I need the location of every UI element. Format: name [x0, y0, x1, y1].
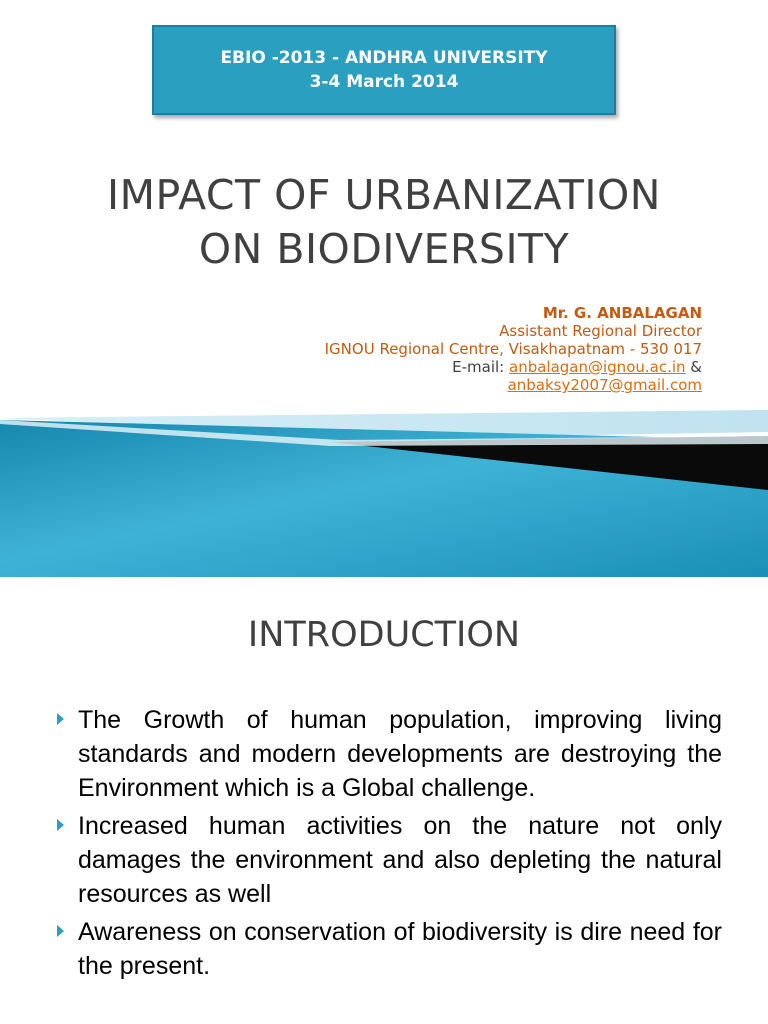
email-label: E-mail:: [452, 358, 509, 376]
introduction-slide: [0, 577, 768, 1024]
bullet-text: Awareness on conservation of biodiversity is dire need for the present.: [78, 918, 722, 980]
slide-heading: INTRODUCTION: [247, 615, 521, 655]
triangle-right-icon: [57, 925, 64, 937]
author-organization: IGNOU Regional Centre, Visakhapatnam - 530 017: [324, 340, 702, 358]
event-dates: 3-4 March 2014: [309, 72, 459, 92]
email-separator: &: [685, 358, 702, 376]
email-link-secondary[interactable]: anbaksy2007@gmail.com: [507, 376, 702, 394]
slide-title-line-1: IMPACT OF URBANIZATION: [107, 171, 661, 219]
decorative-wave-graphic: [0, 410, 768, 577]
event-banner: [152, 25, 616, 115]
event-title: EBIO -2013 - ANDHRA UNIVERSITY: [220, 48, 548, 68]
author-designation: Assistant Regional Director: [499, 322, 702, 340]
slide-title: [0, 168, 768, 276]
bullet-text: Increased human activities on the nature not only damages the environment and also depleting the natural resources as well: [78, 812, 722, 908]
bullet-list: [0, 703, 768, 987]
slide-title-line-2: ON BIODIVERSITY: [198, 225, 570, 273]
email-line: [325, 358, 702, 376]
list-item: [0, 809, 768, 911]
author-name: Mr. G. ANBALAGAN: [542, 304, 702, 322]
list-item: [0, 915, 768, 983]
list-item: [0, 703, 768, 805]
triangle-right-icon: [57, 819, 64, 831]
email-link-primary[interactable]: anbalagan@ignou.ac.in: [509, 358, 686, 376]
triangle-right-icon: [57, 713, 64, 725]
author-block: [325, 304, 702, 394]
bullet-text: The Growth of human population, improving living standards and modern developments are destroying the Environment which is a Global challenge.: [78, 706, 722, 802]
